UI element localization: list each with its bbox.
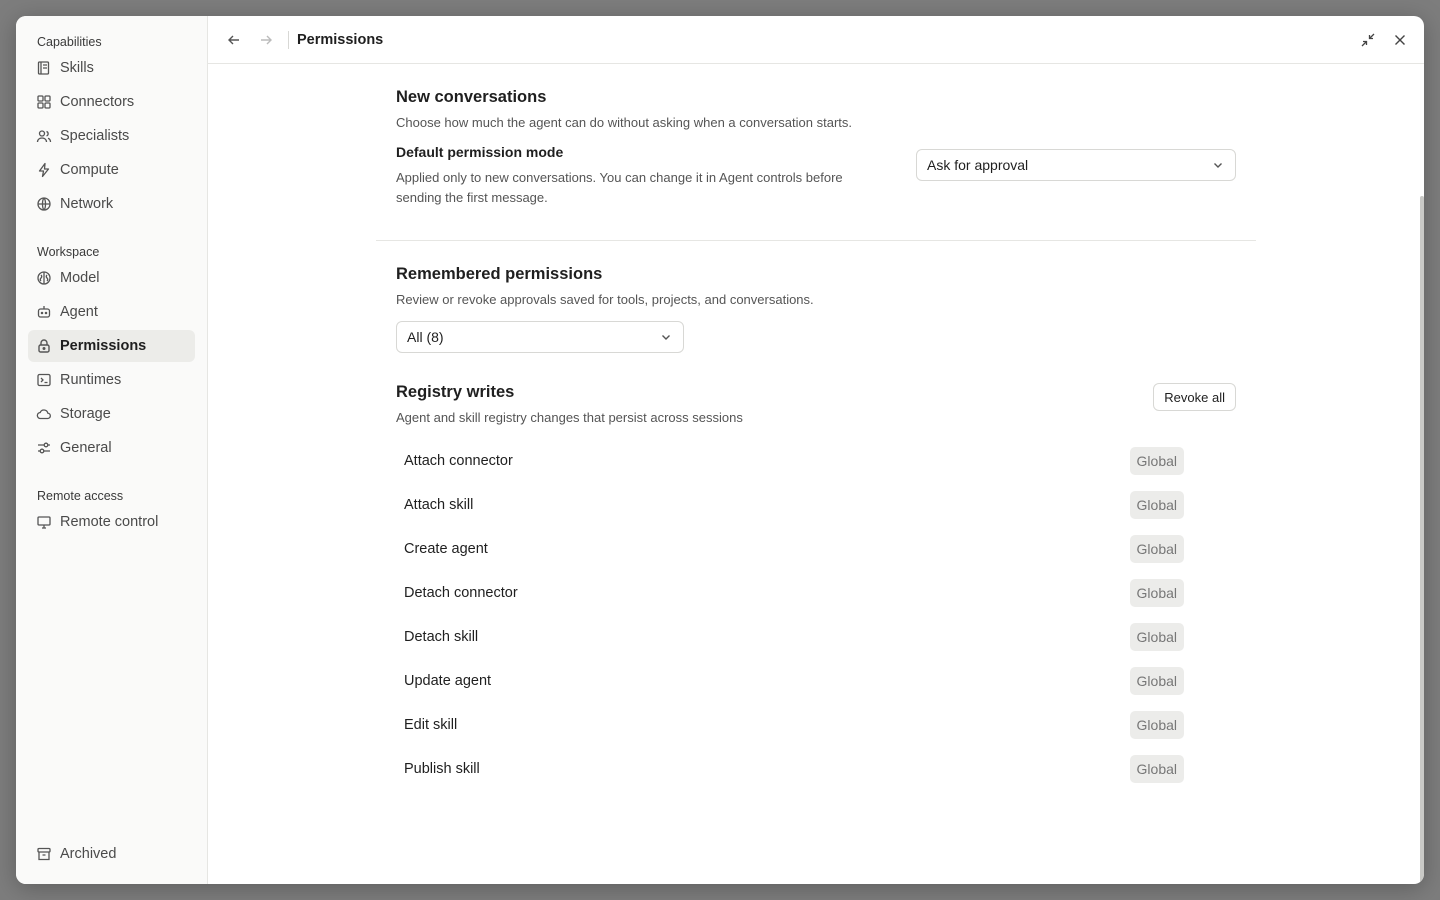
sidebar-item-general[interactable] [28,432,195,464]
list-item [396,571,1236,615]
list-item [396,703,1236,747]
scrollbar[interactable] [1420,196,1424,884]
new-conversations-section [376,64,1256,208]
sidebar-item-label: Specialists [60,128,130,144]
book-icon [36,60,52,76]
section-label-remote: Remote access [37,489,124,503]
default-permission-row [396,144,1236,208]
section-subtitle: Agent and skill registry changes that persist across sessions [396,410,743,425]
section-subtitle: Review or revoke approvals saved for tools, projects, and conversations. [396,292,814,307]
users-icon [36,128,52,144]
section-title: Remembered permissions [396,265,603,283]
bolt-icon [36,162,52,178]
sidebar-item-connectors[interactable] [28,86,195,118]
sidebar-item-label: Compute [60,162,119,178]
scope-badge: Global [1130,667,1184,695]
list-item [396,483,1236,527]
permission-name: Create agent [404,541,488,557]
sidebar-item-skills[interactable] [28,52,195,84]
chevron-down-icon [659,330,673,344]
sidebar-item-permissions[interactable] [28,330,195,362]
scope-badge: Global [1130,447,1184,475]
sidebar-item-label: Model [60,270,100,286]
scope-badge: Global [1130,711,1184,739]
permission-mode-select[interactable] [916,149,1236,181]
sidebar-item-label: Remote control [60,514,159,530]
close-button[interactable] [1390,30,1410,50]
sidebar-item-label: Permissions [60,338,147,354]
back-button[interactable] [224,30,244,50]
sidebar-item-label: Archived [60,846,117,862]
list-item [396,747,1236,791]
permission-name: Edit skill [404,717,458,733]
list-item [396,659,1236,703]
scope-badge: Global [1130,535,1184,563]
sidebar-item-remote-control[interactable] [28,506,195,538]
section-subtitle: Choose how much the agent can do without asking when a conversation starts. [396,115,852,130]
topbar-divider [288,31,289,49]
permission-name: Publish skill [404,761,480,777]
cloud-icon [36,406,52,422]
lock-icon [36,338,52,354]
scope-badge: Global [1130,491,1184,519]
section-title: Registry writes [396,383,515,401]
permissions-filter-select[interactable] [396,321,684,353]
permission-name: Update agent [404,673,492,689]
permission-name: Attach skill [404,497,474,513]
grid-icon [36,94,52,110]
settings-modal [16,16,1424,884]
scope-badge: Global [1130,755,1184,783]
permission-name: Attach connector [404,453,513,469]
robot-icon [36,304,52,320]
sidebar-item-agent[interactable] [28,296,195,328]
sidebar-item-label: Network [60,196,114,212]
setting-description: Applied only to new conversations. You can change it in Agent controls before sending the first message. [396,170,843,205]
scope-badge: Global [1130,623,1184,651]
brain-icon [36,270,52,286]
registry-writes-section [376,353,1256,791]
sidebar-item-label: Storage [60,406,111,422]
collapse-button[interactable] [1358,30,1378,50]
sidebar-item-label: Agent [60,304,98,320]
remembered-permissions-section [376,241,1256,353]
terminal-icon [36,372,52,388]
forward-button[interactable] [256,30,276,50]
sidebar-item-label: Connectors [60,94,135,110]
list-item [396,615,1236,659]
section-label-capabilities: Capabilities [37,35,102,49]
monitor-icon [36,514,52,530]
main-panel [208,16,1424,884]
select-value: All (8) [407,329,444,345]
sidebar-item-storage[interactable] [28,398,195,430]
setting-title: Default permission mode [396,144,564,160]
permission-name: Detach connector [404,585,518,601]
globe-icon [36,196,52,212]
sidebar-item-network[interactable] [28,188,195,220]
revoke-all-button[interactable]: Revoke all [1153,383,1236,411]
section-title: New conversations [396,88,547,106]
select-value: Ask for approval [927,157,1029,173]
sidebar-item-specialists[interactable] [28,120,195,152]
sidebar-item-label: Skills [60,60,94,76]
archive-icon [36,846,52,862]
sidebar-item-runtimes[interactable] [28,364,195,396]
list-item [396,527,1236,571]
permission-list [396,439,1236,791]
sidebar-item-model[interactable] [28,262,195,294]
permission-name: Detach skill [404,629,479,645]
topbar [208,16,1424,64]
list-item [396,439,1236,483]
sidebar-item-compute[interactable] [28,154,195,186]
chevron-down-icon [1211,158,1225,172]
section-label-workspace: Workspace [37,245,100,259]
settings-content [376,64,1256,791]
sidebar-item-label: General [60,440,112,456]
sidebar [16,16,208,884]
sidebar-item-archived[interactable] [28,838,195,870]
sliders-icon [36,440,52,456]
scope-badge: Global [1130,579,1184,607]
sidebar-item-label: Runtimes [60,372,122,388]
page-title: Permissions [297,31,384,48]
